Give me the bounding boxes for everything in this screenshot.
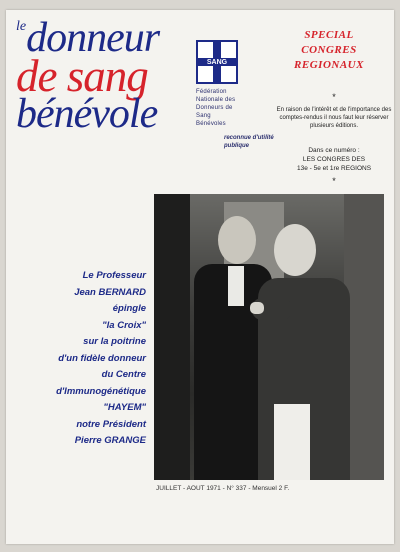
sommaire-title: Dans ce numéro :	[308, 147, 360, 154]
caption-line: "la Croix"	[102, 319, 146, 331]
caption-line: d'Immunogénétique	[56, 385, 146, 397]
cover-photo	[154, 194, 384, 480]
star-divider: *	[332, 92, 336, 102]
magazine-cover	[6, 10, 394, 544]
caption-line: sur la poitrine	[83, 336, 146, 347]
federation-line: Fédération	[196, 89, 227, 95]
caption-line: Le Professeur	[82, 270, 146, 281]
photo-wall-right	[344, 194, 384, 480]
federation-name	[196, 88, 274, 128]
photo-caption	[20, 268, 146, 450]
photo-donor-head	[218, 216, 256, 264]
logo-text: SANG	[206, 59, 228, 66]
caption-line: du Centre	[101, 369, 146, 380]
masthead-le: le	[16, 19, 27, 34]
masthead-line-2: de sang	[16, 51, 148, 101]
issue-footer: JUILLET - AOUT 1971 - N° 337 - Mensuel 2 F.	[156, 485, 290, 492]
masthead-line-3: bénévole	[16, 91, 158, 137]
star-divider: *	[332, 176, 336, 186]
caption-line: Jean BERNARD	[74, 286, 146, 298]
caption-line: notre Président	[76, 418, 146, 430]
reconnue-utilite-publique: reconnue d'utilité publique	[224, 135, 274, 149]
photo-shadow-left	[154, 194, 190, 480]
masthead	[16, 15, 196, 137]
photo-donor-shirt	[228, 266, 244, 306]
special-congres-heading	[264, 28, 394, 73]
special-line: SPECIAL	[304, 29, 354, 41]
federation-line: Bénévoles	[196, 121, 226, 127]
photo-white-cloth	[274, 404, 310, 480]
special-line: REGIONAUX	[294, 59, 364, 71]
sommaire-line: 13e - 5e et 1re REGIONS	[296, 165, 372, 172]
federation-line: Donneurs de	[196, 105, 233, 111]
federation-cross-logo	[196, 40, 238, 84]
special-line: CONGRES	[301, 44, 357, 56]
sommaire	[274, 146, 394, 173]
caption-line: épingle	[112, 303, 146, 314]
masthead-donneur: donneur	[26, 15, 160, 61]
caption-line: d'un fidèle donneur	[58, 352, 146, 364]
federation-line: Sang	[196, 113, 211, 119]
raison-text: En raison de l'intérêt et de l'importance des comptes-rendus il nous faut leur réserver plusieurs éditions.	[276, 107, 392, 129]
federation-line: Nationale des	[196, 97, 236, 103]
photo-hand	[250, 302, 264, 314]
photo-professor-head	[274, 224, 316, 276]
caption-line: "HAYEM"	[103, 402, 146, 413]
sommaire-line: LES CONGRES DES	[302, 156, 366, 163]
caption-line: Pierre GRANGE	[74, 435, 146, 446]
